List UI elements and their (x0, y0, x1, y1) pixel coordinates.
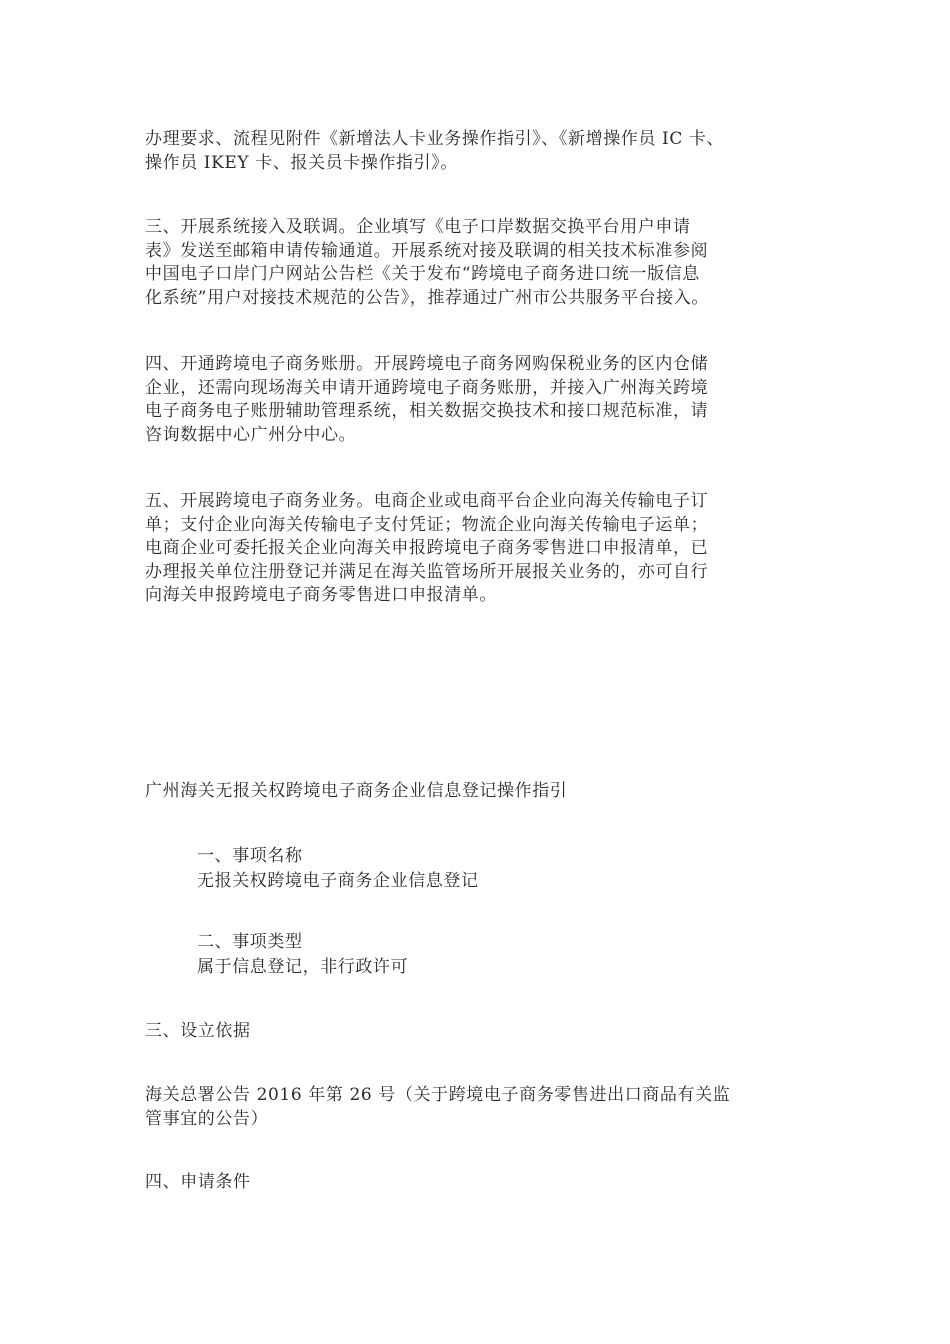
paragraph-attachment-requirements: 办理要求、流程见附件《新增法人卡业务操作指引》、《新增操作员 IC 卡、 操作员 IKEY 卡、报关员卡操作指引》。 (145, 129, 725, 173)
section-3-body: 海关总署公告 2016 年第 26 号（关于跨境电子商务零售进出口商品有关监 管事宜的公告） (145, 1085, 731, 1129)
guide-title: 广州海关无报关权跨境电子商务企业信息登记操作指引 (145, 781, 568, 801)
paragraph-system-integration: 三、开展系统接入及联调。企业填写《电子口岸数据交换平台用户申请 表》发送至邮箱申请传输通道。开展系统对接及联调的相关技术标准参阅 中国电子口岸门户网站公告栏《关于发布“跨境电子商务进口统一版信息 化系统”用户对接技术规范的公告》，推荐通过广州市公共服务平台接入。 (145, 217, 709, 308)
section-3-heading: 三、设立依据 (145, 1021, 251, 1041)
section-2-body: 属于信息登记，非行政许可 (197, 957, 409, 977)
paragraph-ecommerce-account-book: 四、开通跨境电子商务账册。开展跨境电子商务网购保税业务的区内仓储 企业，还需向现场海关申请开通跨境电子商务账册，并接入广州海关跨境 电子商务电子账册辅助管理系统，相关数据交换技术和接口规范标准，请 咨询数据中心广州分中心。 (145, 354, 709, 445)
section-2-heading: 二、事项类型 (197, 932, 303, 952)
section-1-heading: 一、事项名称 (197, 846, 303, 866)
section-4-heading: 四、申请条件 (145, 1172, 251, 1192)
paragraph-ecommerce-business: 五、开展跨境电子商务业务。电商企业或电商平台企业向海关传输电子订 单；支付企业向海关传输电子支付凭证；物流企业向海关传输电子运单； 电商企业可委托报关企业向海关申报跨境电子商务零售进口申报清单，已 办理报关单位注册登记并满足在海关监管场所开展报关业务的，亦可自行 向海关申报跨境电子商务零售进口申报清单。 (145, 491, 709, 605)
section-1-body: 无报关权跨境电子商务企业信息登记 (197, 871, 479, 891)
